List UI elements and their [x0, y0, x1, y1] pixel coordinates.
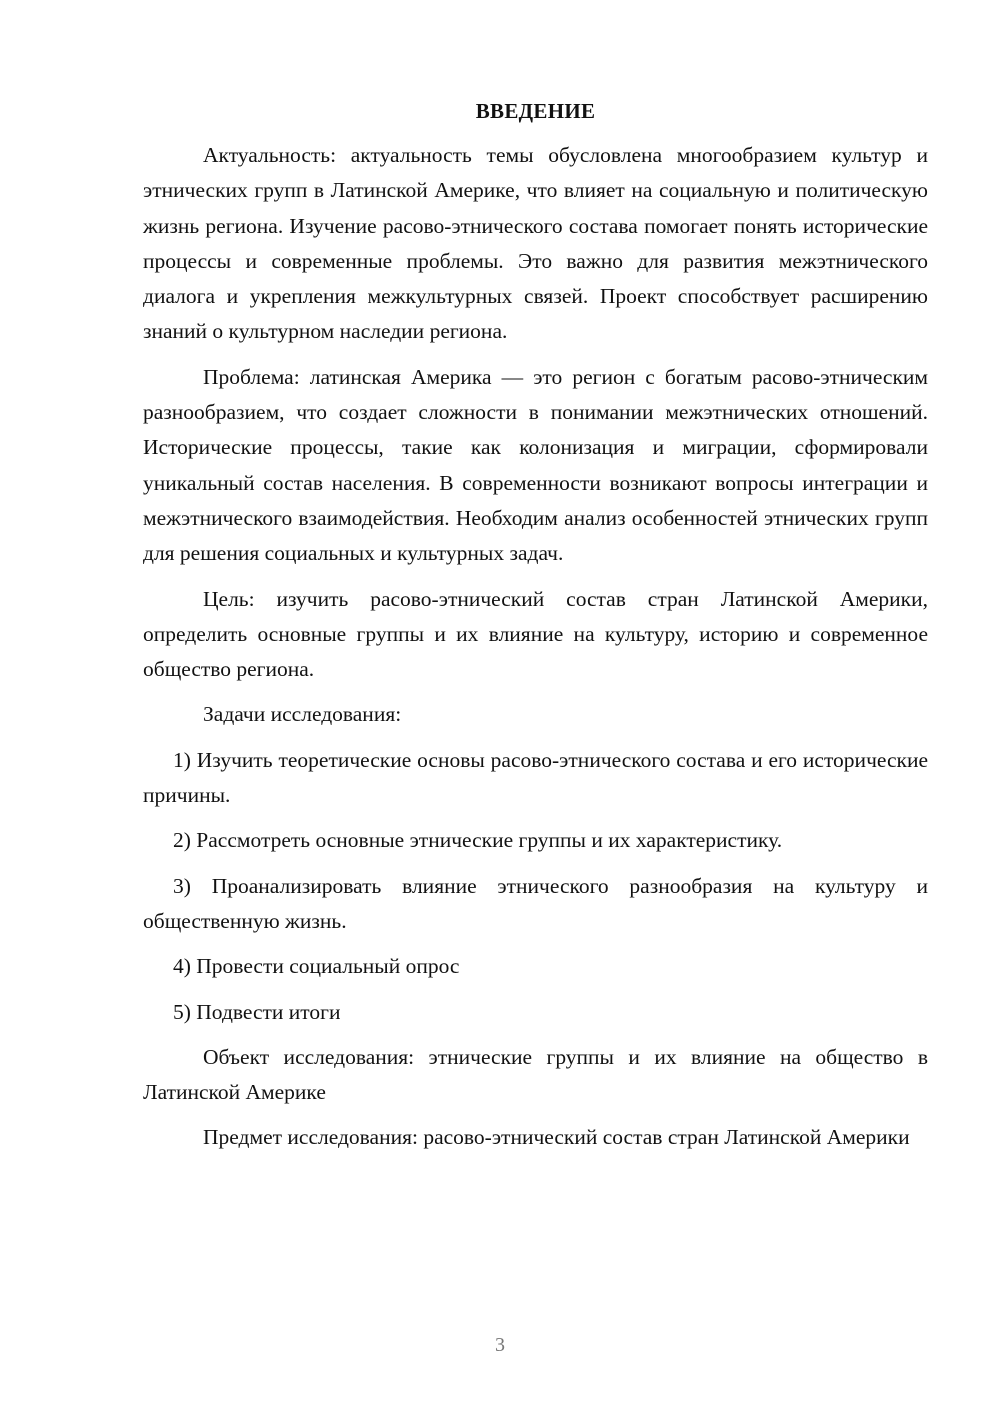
- page-title: ВВЕДЕНИЕ: [475, 99, 596, 123]
- document-page: [143, 96, 928, 1166]
- task-item: 4) Провести социальный опрос: [173, 954, 460, 979]
- problem-paragraph: Проблема: латинская Америка — это регион с богатым расово-этническим разнообразием, что создает сложности в понимании межэтнических отношений. Исторические процессы, такие как колонизация и миграции, сформировали уникальный состав населения. В современности возникают вопросы интеграции и межэтнического взаимодействия. Необходим анализ особенностей этнических групп для решения социальных и культурных задач.: [143, 364, 928, 566]
- task-item: 2) Рассмотреть основные этнические группы и их характеристику.: [173, 828, 783, 853]
- task-item: 3) Проанализировать влияние этнического разнообразия на культуру и общественную жизнь.: [143, 873, 928, 933]
- tasks-title: Задачи исследования:: [203, 702, 402, 727]
- task-item: 5) Подвести итоги: [173, 999, 341, 1024]
- task-item: 1) Изучить теоретические основы расово-этнического состава и его исторические причины.: [143, 747, 928, 808]
- page-number: 3: [495, 1334, 505, 1356]
- goal-paragraph: Цель: изучить расово-этнический состав стран Латинской Америки, определить основные группы и их влияние на культуру, историю и современное общество региона.: [143, 586, 928, 682]
- object-paragraph: Объект исследования: этнические группы и их влияние на общество в Латинской Америке: [143, 1044, 928, 1105]
- subject-paragraph: Предмет исследования: расово-этнический состав стран Латинской Америки: [203, 1125, 910, 1150]
- relevance-paragraph: Актуальность: актуальность темы обусловлена многообразием культур и этнических групп в Латинской Америке, что влияет на социальную и политическую жизнь региона. Изучение расово-этнического состава помогает понять исторические процессы и современные проблемы. Это важно для развития межэтнического диалога и укрепления межкультурных связей. Проект способствует расширению знаний о культурном наследии региона.: [143, 143, 928, 344]
